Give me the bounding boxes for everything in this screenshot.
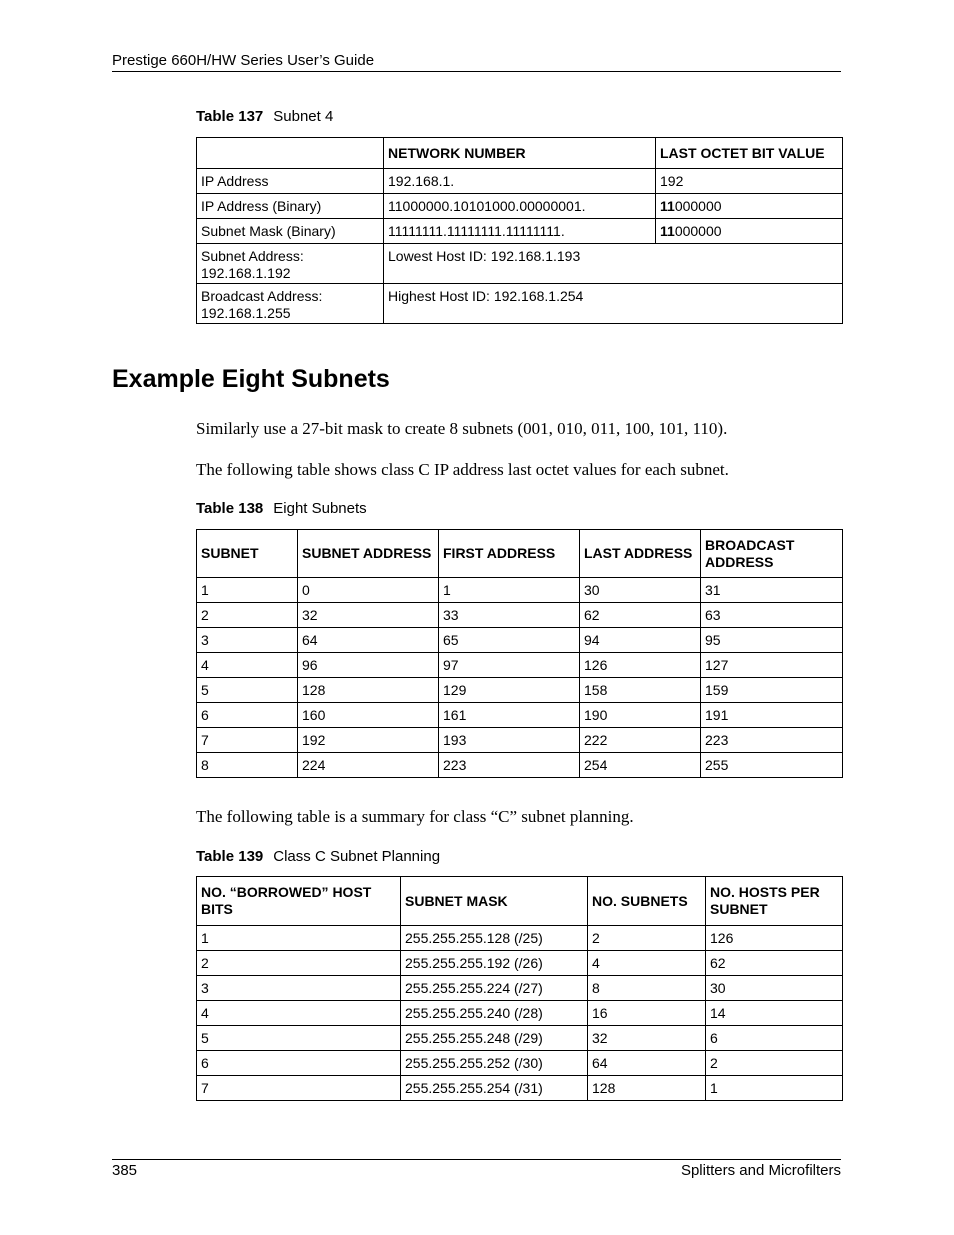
table-cell: IP Address: [197, 169, 384, 194]
table-cell: 191: [701, 703, 843, 728]
table-cell: 8: [197, 753, 298, 778]
table-body: [197, 926, 843, 1101]
table-cell: [197, 244, 384, 284]
table-cell: 159: [701, 678, 843, 703]
header-cell: SUBNET MASK: [401, 877, 588, 926]
table-cell: 0: [298, 578, 439, 603]
table-cell: 190: [580, 703, 701, 728]
bits-rest: 000000: [674, 222, 722, 239]
table-row: [197, 244, 843, 284]
table-cell: 31: [701, 578, 843, 603]
table-cell: 4: [197, 653, 298, 678]
table-row: [197, 1051, 843, 1076]
table-cell: 1: [706, 1076, 843, 1101]
table-cell: 5: [197, 678, 298, 703]
header-cell: LAST OCTET BIT VALUE: [656, 138, 843, 169]
table-row: [197, 284, 843, 324]
table-cell: 158: [580, 678, 701, 703]
table-137-label: Table 137: [196, 108, 264, 125]
table-cell: 64: [588, 1051, 706, 1076]
table-cell: 126: [580, 653, 701, 678]
table-cell: 255.255.255.128 (/25): [401, 926, 588, 951]
table-cell: 255.255.255.192 (/26): [401, 951, 588, 976]
table-cell: 32: [588, 1026, 706, 1051]
address-label: Broadcast Address:: [201, 288, 323, 304]
table-139-caption: [196, 848, 440, 865]
table-cell: [197, 284, 384, 324]
chapter-title: Splitters and Microfilters: [680, 1162, 841, 1179]
table-137-caption: [196, 108, 333, 125]
table-eight-subnets: [196, 529, 843, 778]
table-cell: 62: [706, 951, 843, 976]
bits-bold: 11: [660, 222, 675, 239]
table-cell: 30: [580, 578, 701, 603]
address-value: 192.168.1.192: [201, 265, 291, 281]
table-row: [197, 1026, 843, 1051]
table-cell: 7: [197, 1076, 401, 1101]
table-row: [197, 194, 843, 219]
table-row: [197, 951, 843, 976]
table-row: [197, 926, 843, 951]
table-header-row: [197, 877, 843, 926]
table-cell: 6: [706, 1026, 843, 1051]
table-row: [197, 703, 843, 728]
running-header: Prestige 660H/HW Series User’s Guide: [112, 52, 375, 69]
table-137-title: Subnet 4: [273, 108, 334, 125]
table-cell: 223: [701, 728, 843, 753]
bits-rest: 000000: [674, 197, 722, 214]
table-subnet-4: [196, 137, 843, 324]
table-header-row: [197, 138, 843, 169]
paragraph: The following table is a summary for class “C” subnet planning.: [196, 807, 634, 826]
table-cell: 255.255.255.254 (/31): [401, 1076, 588, 1101]
table-cell: 7: [197, 728, 298, 753]
table-cell: [656, 169, 843, 194]
table-cell: 32: [298, 603, 439, 628]
table-row: [197, 628, 843, 653]
section-heading: Example Eight Subnets: [112, 365, 390, 393]
table-cell: 2: [588, 926, 706, 951]
table-cell: 3: [197, 976, 401, 1001]
paragraph: The following table shows class C IP address last octet values for each subnet.: [196, 460, 729, 479]
table-cell: IP Address (Binary): [197, 194, 384, 219]
header-cell: NETWORK NUMBER: [384, 138, 656, 169]
table-cell: 128: [298, 678, 439, 703]
table-cell: 254: [580, 753, 701, 778]
table-cell: 192.168.1.: [384, 169, 656, 194]
table-cell: 1: [439, 578, 580, 603]
table-row: [197, 169, 843, 194]
table-cell: Subnet Mask (Binary): [197, 219, 384, 244]
table-cell: [656, 194, 843, 219]
table-cell: 6: [197, 1051, 401, 1076]
table-cell: 14: [706, 1001, 843, 1026]
table-cell: Highest Host ID: 192.168.1.254: [384, 284, 843, 324]
table-cell: 8: [588, 976, 706, 1001]
table-cell: 97: [439, 653, 580, 678]
header-cell: LAST ADDRESS: [580, 530, 701, 578]
table-header-row: [197, 530, 843, 578]
header-cell: SUBNET ADDRESS: [298, 530, 439, 578]
table-138-caption: [196, 500, 367, 517]
table-cell: 4: [197, 1001, 401, 1026]
address-label: Subnet Address:: [201, 248, 304, 264]
table-cell: 255.255.255.240 (/28): [401, 1001, 588, 1026]
table-cell: 2: [197, 951, 401, 976]
table-row: [197, 603, 843, 628]
table-cell: Lowest Host ID: 192.168.1.193: [384, 244, 843, 284]
table-cell: 126: [706, 926, 843, 951]
table-cell: 96: [298, 653, 439, 678]
table-cell: 30: [706, 976, 843, 1001]
table-cell: 127: [701, 653, 843, 678]
table-row: [197, 678, 843, 703]
table-cell: 1: [197, 926, 401, 951]
table-cell: 4: [588, 951, 706, 976]
table-cell: 16: [588, 1001, 706, 1026]
table-row: [197, 1076, 843, 1101]
table-cell: 160: [298, 703, 439, 728]
table-cell: 94: [580, 628, 701, 653]
table-cell: 1: [197, 578, 298, 603]
header-cell: NO. SUBNETS: [588, 877, 706, 926]
table-138-title: Eight Subnets: [273, 500, 367, 517]
table-cell: 2: [706, 1051, 843, 1076]
table-cell: 222: [580, 728, 701, 753]
table-class-c-subnet-planning: [196, 876, 843, 1101]
table-cell: 63: [701, 603, 843, 628]
table-cell: 224: [298, 753, 439, 778]
table-body: [197, 578, 843, 778]
table-cell: 5: [197, 1026, 401, 1051]
table-cell: 6: [197, 703, 298, 728]
table-cell: 255.255.255.224 (/27): [401, 976, 588, 1001]
table-cell: 62: [580, 603, 701, 628]
table-cell: 223: [439, 753, 580, 778]
header-rule: [112, 71, 841, 72]
table-139-title: Class C Subnet Planning: [273, 848, 441, 865]
table-cell: [656, 219, 843, 244]
table-cell: 64: [298, 628, 439, 653]
header-cell: NO. HOSTS PER SUBNET: [706, 877, 843, 926]
table-138-label: Table 138: [196, 500, 264, 517]
table-cell: 192: [298, 728, 439, 753]
header-cell: BROADCAST ADDRESS: [701, 530, 843, 578]
table-row: [197, 753, 843, 778]
header-cell: NO. “BORROWED” HOST BITS: [197, 877, 401, 926]
table-row: [197, 1001, 843, 1026]
header-cell: FIRST ADDRESS: [439, 530, 580, 578]
table-cell: 161: [439, 703, 580, 728]
table-row: [197, 653, 843, 678]
table-cell: 193: [439, 728, 580, 753]
table-cell: 33: [439, 603, 580, 628]
bits-rest: 192: [660, 172, 684, 189]
header-cell: [197, 138, 384, 169]
bits-bold: 11: [660, 197, 675, 214]
table-row: [197, 219, 843, 244]
table-cell: 3: [197, 628, 298, 653]
table-139-label: Table 139: [196, 848, 264, 865]
table-cell: 95: [701, 628, 843, 653]
table-cell: 255: [701, 753, 843, 778]
table-cell: 255.255.255.252 (/30): [401, 1051, 588, 1076]
table-row: [197, 728, 843, 753]
table-cell: 11111111.11111111.11111111.: [384, 219, 656, 244]
table-cell: 2: [197, 603, 298, 628]
table-cell: 129: [439, 678, 580, 703]
table-cell: 255.255.255.248 (/29): [401, 1026, 588, 1051]
paragraph: Similarly use a 27-bit mask to create 8 subnets (001, 010, 011, 100, 101, 110).: [196, 419, 728, 438]
table-row: [197, 976, 843, 1001]
footer-rule: [112, 1159, 841, 1160]
address-value: 192.168.1.255: [201, 305, 291, 321]
page-number: 385: [112, 1162, 138, 1179]
table-cell: 65: [439, 628, 580, 653]
table-cell: 11000000.10101000.00000001.: [384, 194, 656, 219]
table-row: [197, 578, 843, 603]
table-cell: 128: [588, 1076, 706, 1101]
header-cell: SUBNET: [197, 530, 298, 578]
